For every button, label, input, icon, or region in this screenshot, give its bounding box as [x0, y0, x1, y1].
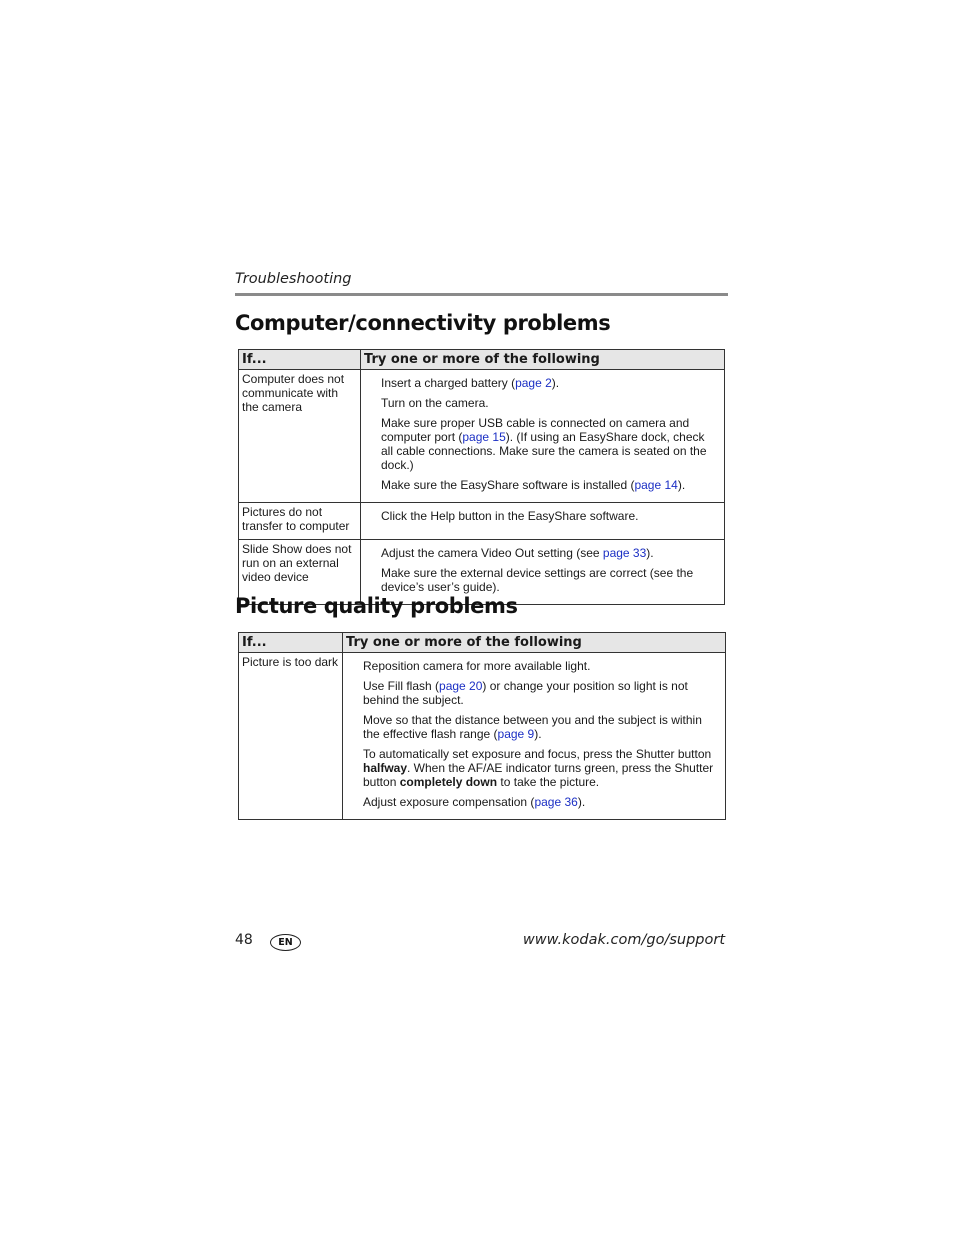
- table-row: [239, 653, 726, 820]
- condition-cell: Computer does not communicate with the camera: [239, 370, 361, 503]
- solution-text: Insert a charged battery (: [381, 376, 516, 390]
- page-link[interactable]: page 20: [439, 679, 483, 693]
- solution-text: Reposition camera for more available light.: [363, 659, 591, 673]
- solution-item: [363, 795, 719, 809]
- solution-text: Adjust exposure compensation (: [363, 795, 535, 809]
- solution-text: to take the picture.: [497, 775, 600, 789]
- solution-item: [381, 509, 718, 523]
- quality-table: [238, 632, 726, 820]
- solution-text: Move so that the distance between you and the subject is within the effective flash range (: [363, 713, 702, 741]
- column-header-if: If...: [239, 633, 343, 653]
- column-header-try: Try one or more of the following: [343, 633, 726, 653]
- solution-item: [381, 478, 718, 492]
- solution-text: Use Fill flash (: [363, 679, 440, 693]
- solution-cell: [361, 503, 725, 540]
- page-link[interactable]: page 33: [602, 546, 647, 560]
- condition-cell: Pictures do not transfer to computer: [239, 503, 361, 540]
- solution-item: [363, 659, 719, 673]
- section-title-quality: Picture quality problems: [235, 594, 518, 618]
- solution-text: ).: [534, 727, 542, 741]
- solution-text: ) or change your position so light is not behind the subject.: [363, 679, 688, 707]
- table-header-row: [239, 350, 725, 370]
- table-row: [239, 370, 725, 503]
- emphasis-halfway: halfway: [363, 761, 408, 775]
- solution-item: [381, 396, 718, 410]
- solution-text: ).: [677, 478, 686, 492]
- page-number: 48: [235, 932, 253, 948]
- header-rule: [235, 293, 728, 296]
- solution-item: [381, 376, 718, 390]
- solution-text: Make sure proper USB cable is connected on camera and computer port (: [381, 416, 690, 444]
- condition-cell: Picture is too dark: [239, 653, 343, 820]
- solution-text: To automatically set exposure and focus, press the Shutter button: [363, 747, 712, 761]
- solution-text: Turn on the camera.: [381, 396, 489, 410]
- solution-text: Adjust the camera Video Out setting (see: [381, 546, 603, 560]
- solution-item: [381, 566, 718, 594]
- language-badge: EN: [270, 934, 301, 951]
- solution-item: [363, 747, 719, 789]
- page-link[interactable]: page 36: [534, 795, 578, 809]
- support-url[interactable]: www.kodak.com/go/support: [522, 932, 725, 948]
- solution-text: ).: [646, 546, 654, 560]
- page-link[interactable]: page 2: [515, 376, 552, 390]
- solution-item: [363, 679, 719, 707]
- solution-text: ). (If using an EasyShare dock, check all cable connections. Make sure the camera is seated on the dock.): [381, 430, 707, 472]
- table-header-row: [239, 633, 726, 653]
- connectivity-table: [238, 349, 725, 605]
- page-link[interactable]: page 14: [634, 478, 678, 492]
- solution-text: ).: [577, 795, 586, 809]
- emphasis-completely-down: completely down: [399, 775, 498, 789]
- column-header-if: If...: [239, 350, 361, 370]
- solution-cell: [343, 653, 726, 820]
- solution-text: ).: [551, 376, 560, 390]
- solution-text: Make sure the EasyShare software is installed (: [381, 478, 635, 492]
- solution-item: [381, 416, 718, 472]
- solution-text: Make sure the external device settings are correct (see the device’s user’s guide).: [381, 566, 694, 594]
- solution-cell: [361, 370, 725, 503]
- solution-text: . When the AF/AE indicator turns green, press the Shutter button: [363, 761, 714, 789]
- column-header-try: Try one or more of the following: [361, 350, 725, 370]
- solution-text: Click the Help button in the EasyShare software.: [381, 509, 639, 523]
- page-link[interactable]: page 9: [497, 727, 535, 741]
- table-row: [239, 503, 725, 540]
- running-head: Troubleshooting: [235, 271, 352, 287]
- page-link[interactable]: page 15: [462, 430, 506, 444]
- solution-item: [363, 713, 719, 741]
- solution-item: [381, 546, 718, 560]
- condition-cell: Slide Show does not run on an external video device: [239, 540, 361, 605]
- section-title-connectivity: Computer/connectivity problems: [235, 311, 611, 335]
